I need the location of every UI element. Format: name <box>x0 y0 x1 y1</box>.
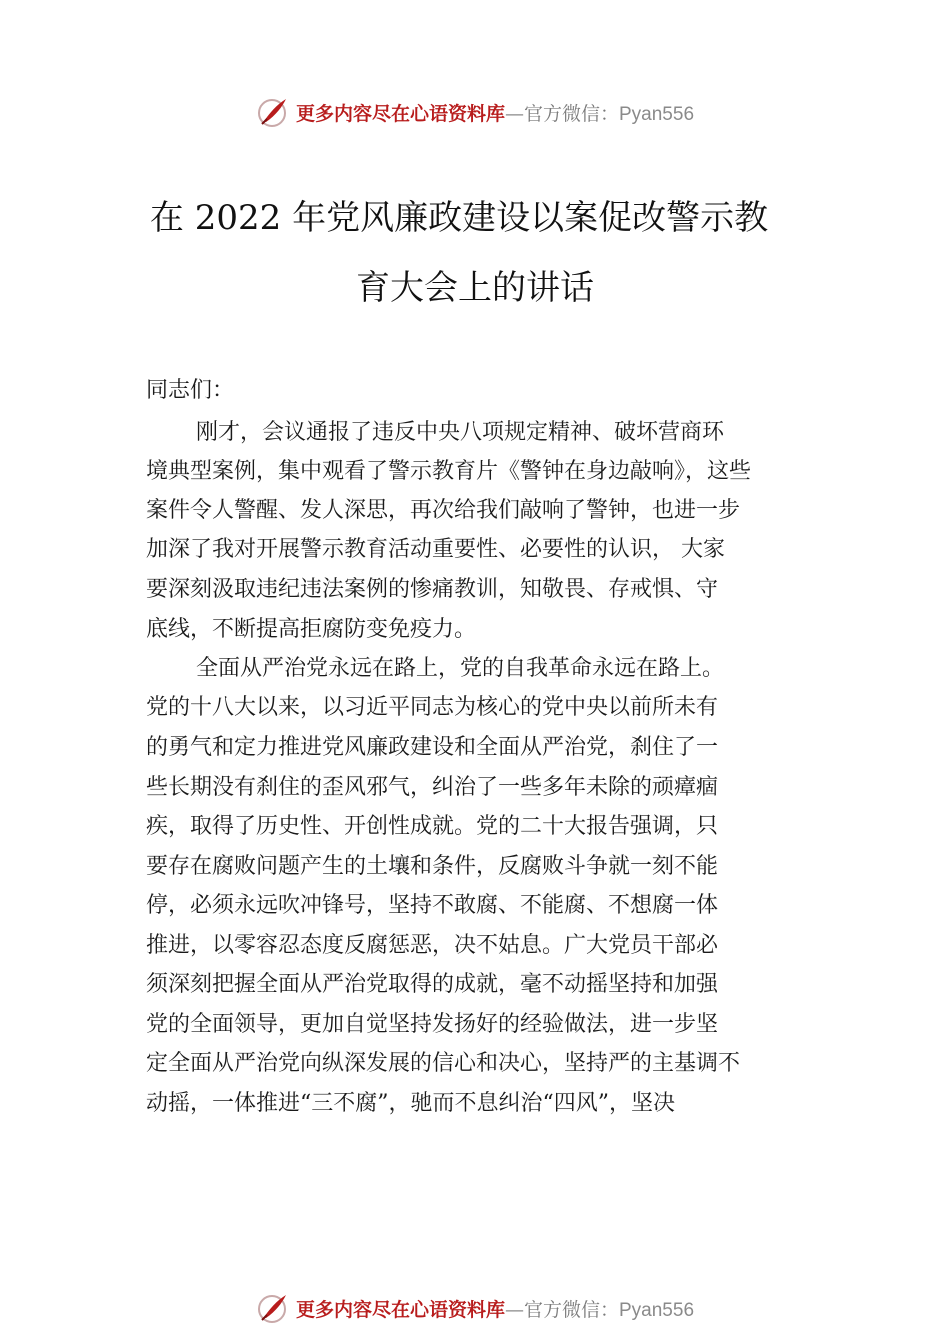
body-line: 底线，不断提高拒腐防变免疫力。 <box>146 617 477 642</box>
body-line: 党的十八大以来，以习近平同志为核心的党中央以前所未有 <box>146 695 719 720</box>
watermark-brand-text: 更多内容尽在心语资料库 <box>295 1298 505 1321</box>
footer-watermark <box>0 1288 950 1328</box>
document-title-line-2: 育大会上的讲话 <box>356 268 594 308</box>
quill-pen-logo-icon <box>256 1291 290 1325</box>
body-line: 案件令人警醒、发人深思，再次给我们敲响了警钟，也进一步 <box>146 498 741 523</box>
body-line: 刚才，会议通报了违反中央八项规定精神、破坏营商环 <box>196 420 725 445</box>
document-title-line-1: 在 2022 年党风廉政建设以案促改警示教 <box>149 198 769 238</box>
salutation: 同志们： <box>146 378 235 403</box>
body-line: 动摇，一体推进“三不腐”，驰而不息纠治“四风”，坚决 <box>146 1091 675 1116</box>
body-line: 推进，以零容忍态度反腐惩恶，决不姑息。广大党员干部必 <box>146 933 719 958</box>
body-line: 加深了我对开展警示教育活动重要性、必要性的认识， 大家 <box>146 537 725 562</box>
body-line: 党的全面领导，更加自觉坚持发扬好的经验做法，进一步坚 <box>146 1012 719 1037</box>
body-line: 境典型案例，集中观看了警示教育片《警钟在身边敲响》，这些 <box>146 459 752 484</box>
watermark-wechat-label: 官方微信： <box>523 1298 619 1321</box>
body-line: 要存在腐败问题产生的土壤和条件，反腐败斗争就一刻不能 <box>146 854 719 879</box>
watermark-wechat-id: Pyan556 <box>619 103 695 125</box>
watermark-dash: — <box>504 102 524 125</box>
body-line: 停，必须永远吹冲锋号，坚持不敢腐、不能腐、不想腐一体 <box>146 893 719 918</box>
body-line: 的勇气和定力推进党风廉政建设和全面从严治党，刹住了一 <box>146 735 719 760</box>
body-line: 全面从严治党永远在路上，党的自我革命永远在路上。 <box>196 656 725 681</box>
quill-pen-logo-icon <box>256 95 290 129</box>
body-line: 定全面从严治党向纵深发展的信心和决心，坚持严的主基调不 <box>146 1051 741 1076</box>
body-line: 须深刻把握全面从严治党取得的成就，毫不动摇坚持和加强 <box>146 972 719 997</box>
body-line: 要深刻汲取违纪违法案例的惨痛教训，知敬畏、存戒惧、守 <box>146 577 719 602</box>
watermark-wechat-label: 官方微信： <box>523 102 619 125</box>
body-line: 疾，取得了历史性、开创性成就。党的二十大报告强调，只 <box>146 814 719 839</box>
body-line: 些长期没有刹住的歪风邪气，纠治了一些多年未除的顽瘴痼 <box>146 775 719 800</box>
watermark-brand-text: 更多内容尽在心语资料库 <box>295 102 505 125</box>
watermark-wechat-id: Pyan556 <box>619 1299 695 1321</box>
watermark-dash: — <box>504 1298 524 1321</box>
header-watermark <box>0 92 950 132</box>
